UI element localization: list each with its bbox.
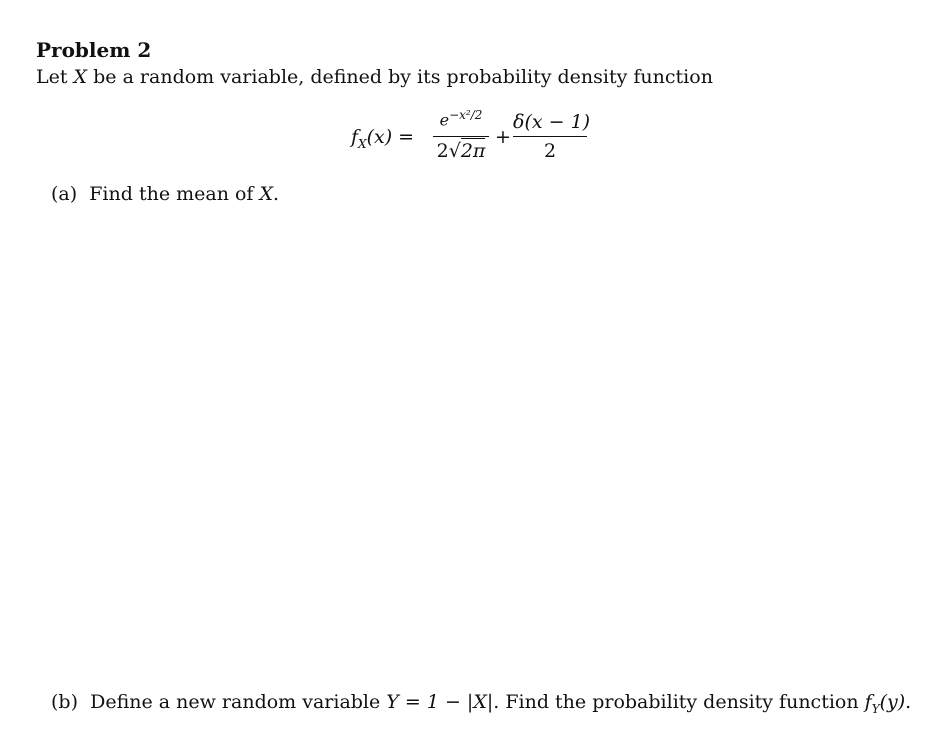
part-a-label: (a)	[51, 183, 78, 205]
delta-numerator: δ(x − 1)	[513, 111, 591, 133]
part-b-expression: Y = 1 − |X|	[386, 691, 494, 713]
part-a-variable: X	[259, 183, 274, 205]
lhs-argument: (x) =	[366, 126, 415, 148]
pdf-equation	[351, 108, 611, 172]
part-b-label: (b)	[51, 691, 78, 713]
part-b-text-suffix: .	[905, 691, 912, 713]
sqrt-radicand: 2π	[460, 140, 486, 162]
lhs-function: f	[351, 126, 359, 148]
intro-prefix: Let	[36, 66, 74, 88]
gaussian-denominator	[433, 140, 489, 162]
exp-base: e	[439, 110, 450, 130]
exp-exponent: −x²/2	[449, 108, 483, 122]
equation-lhs	[351, 126, 414, 151]
part-a	[51, 183, 279, 205]
part-b-function: f	[864, 691, 872, 713]
problem-intro	[36, 66, 713, 88]
gaussian-numerator	[433, 108, 489, 129]
sqrt-symbol: √	[448, 140, 461, 162]
part-b	[51, 691, 911, 716]
intro-suffix: be a random variable, defined by its probability density function	[87, 66, 713, 88]
problem-title: Problem 2	[36, 38, 152, 62]
plus-sign: +	[495, 126, 511, 148]
lhs-subscript: X	[358, 136, 367, 151]
part-b-text-prefix: Define a new random variable	[90, 691, 387, 713]
part-a-text-prefix: Find the mean of	[89, 183, 260, 205]
part-b-text-mid: . Find the probability density function	[493, 691, 865, 713]
gaussian-fraction-bar	[433, 136, 489, 137]
part-b-function-subscript: Y	[871, 701, 880, 716]
part-b-function-argument: (y)	[879, 691, 906, 713]
delta-denominator: 2	[543, 140, 557, 162]
part-a-text-suffix: .	[273, 183, 280, 205]
delta-fraction-bar	[513, 136, 587, 137]
intro-variable: X	[73, 66, 88, 88]
den-coefficient: 2	[436, 140, 449, 162]
